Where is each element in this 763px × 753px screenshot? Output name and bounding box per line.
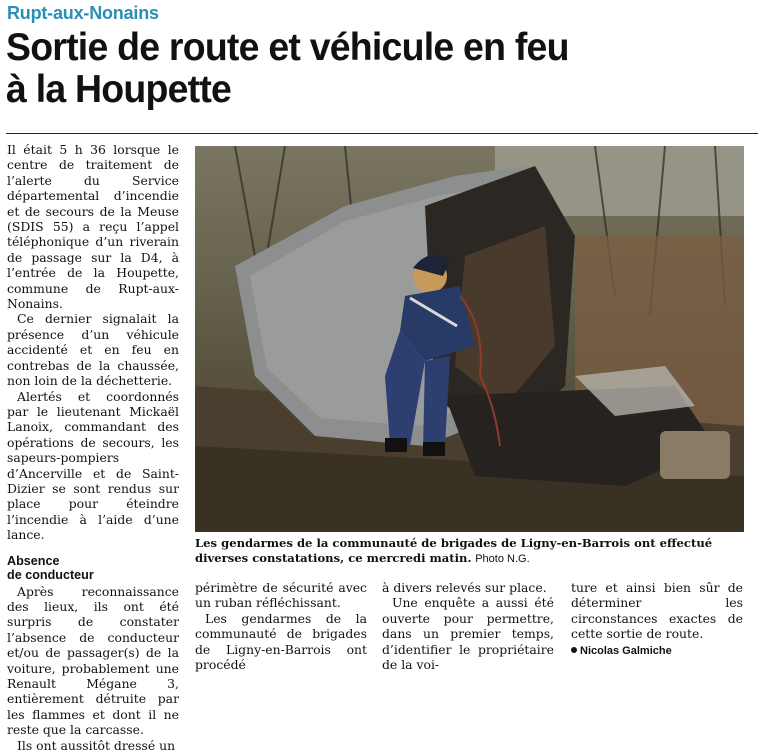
headline-rule [6, 133, 758, 134]
subhead-line-1: Absence [7, 553, 60, 568]
burned-car-photo-illustration [195, 146, 744, 532]
caption-text: Les gendarmes de la communauté de brigades de Ligny-en-Barrois ont effectué diverses constatations, ce mercredi matin. [195, 536, 713, 565]
paragraph: Ce dernier signalait la présence d’un véhicule accidenté et en feu en contrebas de la chaussée, non loin de la déchetterie. [7, 311, 179, 389]
paragraph: Alertés et coordonnés par le lieutenant Mickaël Lanoix, commandant des opérations de secours, les sapeurs-pompiers d’Ancerville et de Saint-Dizier se sont rendus sur place pour éteindre l’incendie à l’aide d’une lance. [7, 388, 179, 543]
article-kicker: Rupt-aux-Nonains [7, 3, 159, 23]
headline-line-2: à la Houpette [6, 68, 232, 111]
article-subhead [7, 554, 179, 583]
paragraph: ture et ainsi bien sûr de déterminer les circonstances exactes de cette sortie de route. [571, 580, 743, 642]
paragraph: Une enquête a aussi été ouverte pour permettre, dans un premier temps, d’identifier le propriétaire de la voi- [382, 595, 554, 673]
paragraph: à divers relevés sur place. [382, 580, 547, 595]
article-headline [6, 27, 726, 111]
paragraph: périmètre de sécurité avec un ruban réfléchissant. [195, 580, 367, 611]
article-photo [195, 146, 744, 532]
article-column-left [7, 142, 179, 753]
author-signature [571, 644, 743, 659]
photo-credit: Photo N.G. [475, 553, 530, 565]
paragraph: Les gendarmes de la communauté de brigades de Ligny-en-Barrois ont procédé [195, 610, 367, 673]
subhead-line-2: de conducteur [7, 568, 94, 583]
bullet-icon [571, 647, 577, 653]
paragraph: Ils ont aussitôt dressé un [17, 737, 176, 753]
author-name: Nicolas Galmiche [580, 644, 672, 657]
headline-line-1: Sortie de route et véhicule en feu [6, 26, 569, 69]
paragraph: Il était 5 h 36 lorsque le centre de traitement de l’alerte du Service départemental d’incendie et de secours de la Meuse (SDIS 55) a reçu l’appel téléphonique d’un riverain de passage sur la D4, à l’entrée de la Houpette, commune de Rupt-aux-Nonains. [7, 142, 179, 312]
paragraph: Après reconnaissance des lieux, ils ont été surpris de constater l’absence de conducteur et/ou de passager(s) de la voiture, probablement une Renault Mégane 3, entièrement détruite par les flammes et dont il ne reste que la carcasse. [7, 583, 179, 738]
photo-caption [195, 536, 750, 567]
article-column-2 [195, 580, 367, 672]
article-column-4 [571, 580, 743, 659]
article-column-3 [382, 580, 554, 672]
